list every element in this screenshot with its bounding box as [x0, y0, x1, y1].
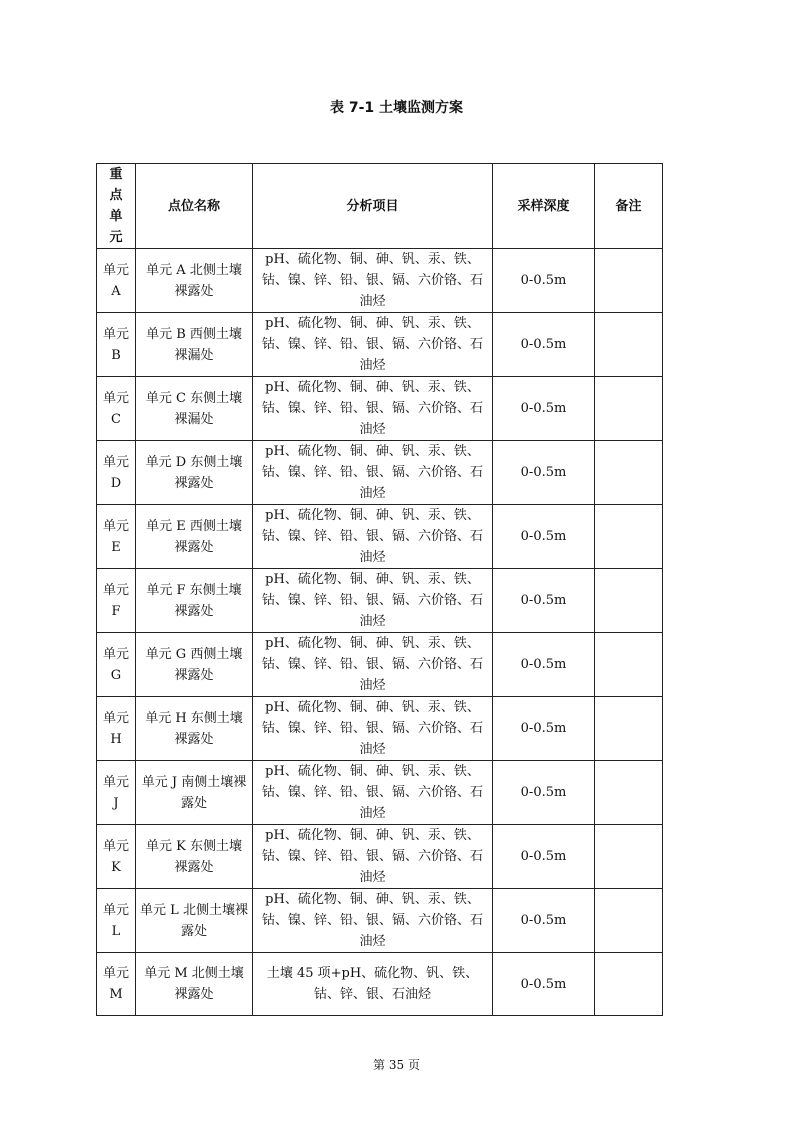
cell-unit: 单元D — [97, 441, 136, 505]
table-row — [97, 505, 663, 569]
cell-unit: 单元A — [97, 249, 136, 313]
cell-depth: 0-0.5m — [493, 441, 595, 505]
cell-point: 单元 C 东侧土壤裸漏处 — [136, 377, 253, 441]
cell-depth: 0-0.5m — [493, 953, 595, 1016]
table-header-row — [97, 164, 663, 249]
cell-depth: 0-0.5m — [493, 569, 595, 633]
cell-depth: 0-0.5m — [493, 633, 595, 697]
cell-point: 单元 B 西侧土壤裸漏处 — [136, 313, 253, 377]
cell-note — [595, 825, 663, 889]
cell-point: 单元 H 东侧土壤裸露处 — [136, 697, 253, 761]
cell-note — [595, 633, 663, 697]
header-depth: 采样深度 — [493, 164, 595, 249]
cell-items: pH、硫化物、铜、砷、钒、汞、铁、钴、镍、锌、铅、银、镉、六价铬、石油烃 — [253, 889, 493, 953]
cell-items: pH、硫化物、铜、砷、钒、汞、铁、钴、镍、锌、铅、银、镉、六价铬、石油烃 — [253, 825, 493, 889]
header-unit: 重点单元 — [97, 164, 136, 249]
cell-items: pH、硫化物、铜、砷、钒、汞、铁、钴、镍、锌、铅、银、镉、六价铬、石油烃 — [253, 249, 493, 313]
cell-note — [595, 889, 663, 953]
cell-unit: 单元K — [97, 825, 136, 889]
cell-unit: 单元B — [97, 313, 136, 377]
cell-point: 单元 A 北侧土壤裸露处 — [136, 249, 253, 313]
cell-depth: 0-0.5m — [493, 697, 595, 761]
table-row — [97, 633, 663, 697]
cell-depth: 0-0.5m — [493, 377, 595, 441]
cell-unit: 单元F — [97, 569, 136, 633]
cell-depth: 0-0.5m — [493, 825, 595, 889]
cell-note — [595, 313, 663, 377]
table-row — [97, 569, 663, 633]
cell-unit: 单元M — [97, 953, 136, 1016]
table-row — [97, 825, 663, 889]
cell-unit: 单元E — [97, 505, 136, 569]
table-row — [97, 953, 663, 1016]
cell-unit: 单元L — [97, 889, 136, 953]
cell-point: 单元 G 西侧土壤裸露处 — [136, 633, 253, 697]
cell-depth: 0-0.5m — [493, 313, 595, 377]
cell-note — [595, 249, 663, 313]
page-number: 第 35 页 — [373, 1058, 420, 1072]
cell-note — [595, 697, 663, 761]
cell-unit: 单元J — [97, 761, 136, 825]
cell-note — [595, 505, 663, 569]
cell-unit: 单元G — [97, 633, 136, 697]
table-row — [97, 313, 663, 377]
cell-note — [595, 441, 663, 505]
header-point: 点位名称 — [136, 164, 253, 249]
cell-items: pH、硫化物、铜、砷、钒、汞、铁、钴、镍、锌、铅、银、镉、六价铬、石油烃 — [253, 569, 493, 633]
cell-items: pH、硫化物、铜、砷、钒、汞、铁、钴、镍、锌、铅、银、镉、六价铬、石油烃 — [253, 505, 493, 569]
cell-point: 单元 F 东侧土壤裸露处 — [136, 569, 253, 633]
cell-note — [595, 953, 663, 1016]
cell-depth: 0-0.5m — [493, 761, 595, 825]
soil-monitoring-table — [96, 163, 663, 1016]
cell-items: 土壤 45 项+pH、硫化物、钒、铁、钴、锌、银、石油烃 — [253, 953, 493, 1016]
table-row — [97, 889, 663, 953]
cell-unit: 单元H — [97, 697, 136, 761]
cell-items: pH、硫化物、铜、砷、钒、汞、铁、钴、镍、锌、铅、银、镉、六价铬、石油烃 — [253, 377, 493, 441]
table-row — [97, 249, 663, 313]
cell-depth: 0-0.5m — [493, 889, 595, 953]
cell-items: pH、硫化物、铜、砷、钒、汞、铁、钴、镍、锌、铅、银、镉、六价铬、石油烃 — [253, 633, 493, 697]
header-note: 备注 — [595, 164, 663, 249]
table-title: 表 7-1 土壤监测方案 — [329, 100, 464, 116]
cell-unit: 单元C — [97, 377, 136, 441]
table-row — [97, 441, 663, 505]
table-row — [97, 761, 663, 825]
cell-point: 单元 L 北侧土壤裸露处 — [136, 889, 253, 953]
cell-items: pH、硫化物、铜、砷、钒、汞、铁、钴、镍、锌、铅、银、镉、六价铬、石油烃 — [253, 313, 493, 377]
table-row — [97, 697, 663, 761]
cell-point: 单元 D 东侧土壤裸露处 — [136, 441, 253, 505]
cell-items: pH、硫化物、铜、砷、钒、汞、铁、钴、镍、锌、铅、银、镉、六价铬、石油烃 — [253, 761, 493, 825]
cell-point: 单元 E 西侧土壤裸露处 — [136, 505, 253, 569]
cell-items: pH、硫化物、铜、砷、钒、汞、铁、钴、镍、锌、铅、银、镉、六价铬、石油烃 — [253, 697, 493, 761]
cell-note — [595, 377, 663, 441]
cell-note — [595, 569, 663, 633]
cell-items: pH、硫化物、铜、砷、钒、汞、铁、钴、镍、锌、铅、银、镉、六价铬、石油烃 — [253, 441, 493, 505]
cell-point: 单元 M 北侧土壤裸露处 — [136, 953, 253, 1016]
cell-depth: 0-0.5m — [493, 249, 595, 313]
table-row — [97, 377, 663, 441]
header-items: 分析项目 — [253, 164, 493, 249]
cell-depth: 0-0.5m — [493, 505, 595, 569]
cell-point: 单元 J 南侧土壤裸露处 — [136, 761, 253, 825]
cell-point: 单元 K 东侧土壤裸露处 — [136, 825, 253, 889]
cell-note — [595, 761, 663, 825]
